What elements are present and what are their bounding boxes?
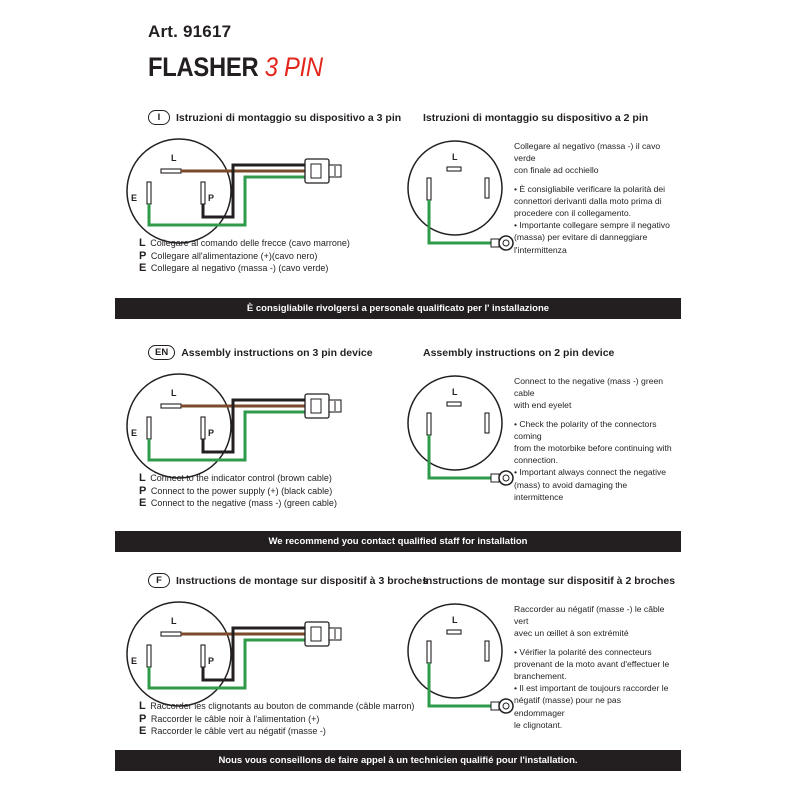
article-number: Art. 91617 [148, 22, 232, 41]
legend-letter: L [139, 472, 146, 484]
legend-text: Raccorder le câble vert au négatif (masse -) [148, 726, 326, 736]
connector-latch [311, 627, 321, 641]
legend-letter: E [139, 725, 147, 737]
terminal-E [147, 417, 151, 439]
terminal-L [161, 169, 181, 173]
title-accent: 3 PIN [264, 52, 323, 82]
legend-letter: E [139, 262, 147, 274]
terminal-label-P: P [208, 656, 215, 666]
legend-letter: P [139, 712, 147, 725]
terminal-label-P: P [208, 193, 215, 203]
terminal-label-E: E [131, 656, 138, 666]
diagram-2pin [405, 138, 525, 288]
installation-banner: Nous vous conseillons de faire appel à un technicien qualifié pour l'installation. [115, 750, 681, 771]
terminal-label-E: E [131, 193, 138, 203]
legend-text: Collegare all'alimentazione (+)(cavo nero) [148, 250, 318, 261]
language-badge: EN [148, 345, 175, 360]
legend-text: Connect to the power supply (+) (black cable) [148, 485, 333, 496]
note-line: • Check the polarity of the connectors coming [514, 418, 657, 441]
terminal-legend [139, 237, 350, 275]
connector-latch [311, 399, 321, 413]
terminal-legend [139, 472, 337, 510]
terminal-E [147, 645, 151, 667]
terminal-P [201, 182, 205, 204]
legend-text: Connect to the indicator control (brown cable) [147, 473, 332, 483]
note-line: • Vérifier la polarité des connecteurs [514, 646, 652, 657]
terminal-label-P: P [208, 428, 215, 438]
legend-text: Raccorder les clignotants au bouton de commande (câble marron) [147, 701, 415, 711]
language-badge: F [148, 573, 170, 588]
notes-2pin [514, 140, 674, 256]
legend-row-E [139, 262, 350, 275]
note-line: Collegare al negativo (massa -) il cavo verde [514, 141, 661, 164]
terminal-E [147, 182, 151, 204]
terminal-label-L: L [171, 388, 177, 398]
legend-text: Connect to the negative (mass -) (green cable) [148, 498, 337, 508]
terminal-label-L: L [171, 153, 177, 163]
legend-row-L [139, 700, 414, 713]
heading-3pin [148, 345, 373, 360]
note-line: procedere con il collegamento. [514, 208, 632, 219]
note-line: (mass) to avoid damaging the intermittence [514, 479, 628, 502]
legend-row-P [139, 250, 350, 263]
legend-row-P [139, 713, 414, 726]
page-title [148, 52, 323, 83]
terminal-E [427, 413, 431, 435]
note-line: con finale ad occhiello [514, 165, 599, 176]
terminal-P-slot [485, 413, 489, 433]
eyelet-crimp [491, 474, 499, 482]
terminal-P [201, 645, 205, 667]
legend-text: Collegare al comando delle frecce (cavo marrone) [147, 238, 350, 248]
terminal-L [161, 632, 181, 636]
heading-3pin [148, 573, 428, 588]
terminal-L-slot [447, 402, 461, 406]
legend-text: Raccorder le câble noir à l'alimentation (+) [148, 713, 320, 724]
legend-row-L [139, 472, 337, 485]
terminal-P-slot [485, 178, 489, 198]
heading-2pin: Istruzioni di montaggio su dispositivo a 2 pin [423, 112, 649, 124]
note-line: le clignotant. [514, 719, 563, 730]
heading-3pin-text: Assembly instructions on 3 pin device [181, 346, 373, 359]
terminal-label-L: L [171, 616, 177, 626]
notes-2pin [514, 375, 674, 503]
legend-row-P [139, 485, 337, 498]
note-line: from the motorbike before continuing with [514, 443, 672, 454]
note-line: (massa) per evitare di danneggiare [514, 232, 648, 243]
diagram-3pin [125, 372, 355, 482]
heading-2pin: Instructions de montage sur dispositif à 2 broches [423, 575, 676, 587]
heading-2pin: Assembly instructions on 2 pin device [423, 347, 615, 359]
diagram-3pin [125, 600, 355, 710]
connector-latch [311, 164, 321, 178]
terminal-L-slot [447, 167, 461, 171]
note-line: • Important always connect the negative [514, 467, 667, 478]
note-line: provenant de la moto avant d'effectuer le [514, 658, 670, 669]
note-line: • Il est important de toujours raccorder le [514, 683, 669, 694]
legend-letter: P [139, 249, 147, 262]
diagram-2pin [405, 373, 525, 523]
heading-3pin [148, 110, 401, 125]
terminal-label-L: L [452, 387, 458, 397]
terminal-label-E: E [131, 428, 138, 438]
legend-text: Collegare al negativo (massa -) (cavo verde) [148, 263, 329, 273]
note-line: connection. [514, 455, 558, 466]
note-line: avec un œillet à son extrémité [514, 628, 629, 639]
legend-row-E [139, 497, 337, 510]
terminal-L-slot [447, 630, 461, 634]
note-line: Raccorder au négatif (masse -) le câble vert [514, 604, 665, 627]
eyelet-crimp [491, 702, 499, 710]
terminal-label-L: L [452, 152, 458, 162]
terminal-L [161, 404, 181, 408]
installation-banner: We recommend you contact qualified staff for installation [115, 531, 681, 552]
diagram-2pin [405, 601, 525, 751]
diagram-3pin [125, 137, 355, 247]
terminal-label-L: L [452, 615, 458, 625]
legend-row-L [139, 237, 350, 250]
language-badge: I [148, 110, 170, 125]
note-line: branchement. [514, 671, 567, 682]
legend-row-E [139, 725, 414, 738]
note-line: l'intermittenza [514, 244, 567, 255]
terminal-E [427, 641, 431, 663]
note-line: connettori derivanti dalla moto prima di [514, 195, 662, 206]
legend-letter: P [139, 484, 147, 497]
note-line: • È consigliabile verificare la polarità dei [514, 183, 666, 194]
legend-letter: L [139, 700, 146, 712]
terminal-P-slot [485, 641, 489, 661]
installation-banner: È consigliabile rivolgersi a personale qualificato per l' installazione [115, 298, 681, 319]
heading-3pin-text: Instructions de montage sur dispositif à 3 broches [176, 574, 429, 587]
note-line: • Importante collegare sempre il negativo [514, 220, 670, 231]
terminal-E [427, 178, 431, 200]
notes-2pin [514, 603, 674, 731]
title-main: FLASHER [148, 52, 259, 82]
note-line: négatif (masse) pour ne pas endommager [514, 695, 622, 718]
legend-letter: L [139, 237, 146, 249]
note-line: with end eyelet [514, 400, 572, 411]
eyelet-crimp [491, 239, 499, 247]
terminal-P [201, 417, 205, 439]
legend-letter: E [139, 497, 147, 509]
note-line: Connect to the negative (mass -) green cable [514, 376, 664, 399]
heading-3pin-text: Istruzioni di montaggio su dispositivo a 3 pin [176, 111, 402, 124]
terminal-legend [139, 700, 414, 738]
